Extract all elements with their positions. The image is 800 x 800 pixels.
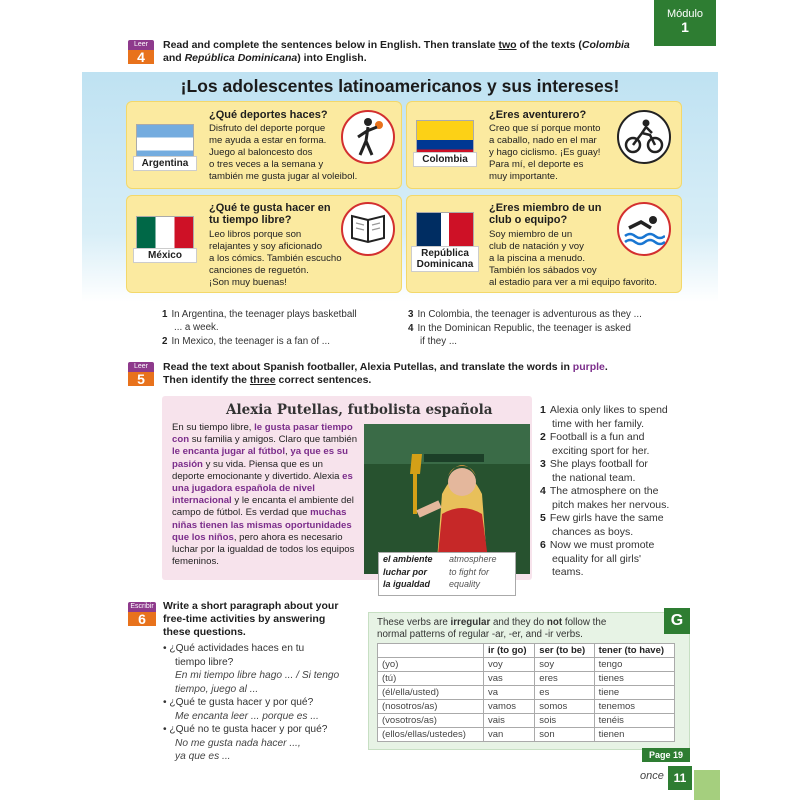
article-title: Alexia Putellas, futbolista española	[226, 402, 493, 418]
statements-list	[540, 404, 710, 580]
card-text: Creo que sí porque monto a caballo, nado en el mar y hago ciclismo. ¡Es guay! Para mí, el deporte es muy importante.	[489, 123, 601, 182]
table-row: (nosotros/as) vamos somos tenemos	[378, 700, 675, 714]
conjugation-table	[377, 643, 675, 742]
statement-6: 6 Now we must promote equality for all girls' teams.	[540, 539, 655, 578]
exercise-5-badge	[128, 362, 154, 386]
question-1: 1 In Argentina, the teenager plays basketball ... a week.	[162, 309, 357, 333]
prompt-2: • ¿Qué te gusta hacer y por qué? Me encanta leer ... porque es ...	[163, 697, 319, 722]
table-row: (él/ella/usted) va es tiene	[378, 686, 675, 700]
card-title: ¿Qué te gusta hacer en tu tiempo libre?	[209, 202, 331, 226]
module-number: 1	[681, 19, 689, 35]
country-label: República Dominicana	[411, 246, 479, 272]
module-tab	[654, 0, 716, 46]
card-title: ¿Qué deportes haces?	[209, 109, 328, 121]
statement-4: 4 The atmosphere on the pitch makes her nervous.	[540, 485, 670, 511]
module-label: Módulo	[666, 8, 704, 20]
article-headline: ¡Los adolescentes latinoamericanos y sus intereses!	[180, 76, 620, 96]
article-text	[172, 422, 358, 568]
question-3: 3 In Colombia, the teenager is adventurous as they ...	[408, 309, 642, 320]
exercise-4-instruction: Read and complete the sentences below in English. Then translate two of the texts (Colombia and República Dominicana) into English.	[163, 39, 630, 64]
country-label: Argentina	[133, 156, 197, 171]
swimmer-icon	[617, 202, 671, 256]
text-segment: , pero ahora es necesario luchar por la igualdad de todos los equipos femeninos.	[172, 531, 355, 568]
statement-1: 1 Alexia only likes to spend time with her family.	[540, 404, 668, 430]
question-4: 4 In the Dominican Republic, the teenager is asked if they ...	[408, 323, 631, 347]
text-segment: y le encanta el ambiente del campo de fútbol. Es verdad que	[172, 495, 354, 519]
card-dominican-republic	[406, 195, 682, 293]
card-argentina	[126, 101, 402, 189]
writing-prompts	[163, 642, 363, 764]
exercise-number: 5	[128, 372, 154, 386]
statement-2: 2 Football is a fun and exciting sport for her.	[540, 431, 650, 457]
grammar-box	[368, 612, 690, 750]
exercise-number: 4	[128, 50, 154, 64]
text-segment: su familia y amigos. Claro que también	[189, 434, 358, 446]
exercise-tag: Escribir	[130, 603, 154, 610]
card-text: Soy miembro de un club de natación y voy a la piscina a menudo. También los sábados voy al estadio para ver a mi equipo favorito.	[489, 229, 657, 288]
glossary-box: el ambiente atmosphere luchar por to fight for la igualdad equality	[378, 552, 516, 596]
highlighted-phrase: le encanta jugar al fútbol	[172, 446, 286, 458]
page-number: 11	[668, 766, 692, 790]
text-segment: En su tiempo libre,	[172, 422, 255, 433]
statement-3: 3 She plays football for the national team.	[540, 458, 648, 484]
page-edge-strip	[694, 770, 720, 800]
card-text: Disfruto del deporte porque me ayuda a estar en forma. Juego al baloncesto dos o tres veces a la semana y también me gusta jugar al voleibol.	[209, 123, 358, 182]
highlighted-phrase: le gusta pasar tiempo con	[172, 422, 353, 446]
card-title: ¿Eres aventurero?	[489, 109, 587, 121]
statement-5: 5 Few girls have the same chances as boys.	[540, 512, 664, 538]
card-mexico	[126, 195, 402, 293]
exercise-4-badge	[128, 40, 154, 64]
table-row: (yo) voy soy tengo	[378, 658, 675, 672]
page-word: once	[640, 770, 664, 782]
open-book-icon	[341, 202, 395, 256]
table-header-row: ir (to go) ser (to be) tener (to have)	[378, 644, 675, 658]
country-label: Colombia	[413, 152, 477, 167]
text-segment: ,	[285, 446, 291, 458]
prompt-3: • ¿Qué no te gusta hacer y por qué? No me gusta nada hacer ..., ya que es ...	[163, 724, 328, 762]
country-label: México	[133, 248, 197, 263]
basketball-player-icon	[341, 110, 395, 164]
highlighted-phrase: es una jugadora española de nivel internacional	[172, 470, 353, 507]
question-2: 2 In Mexico, the teenager is a fan of ...	[162, 336, 330, 347]
exercise-tag: Leer	[133, 363, 148, 370]
exercise-tag: Leer	[133, 41, 148, 48]
grammar-tab[interactable]: G	[664, 608, 690, 634]
exercise-number: 6	[128, 612, 156, 626]
card-text: Leo libros porque son relajantes y soy aficionado a los cómics. También escucho canciones de reguetón. ¡Son muy buenas!	[209, 229, 342, 288]
exercise-6-badge	[128, 602, 156, 626]
grammar-intro: These verbs are irregular and they do not follow the normal patterns of regular -ar, -er, and -ir verbs.	[377, 617, 607, 640]
exercise-5-instruction: Read the text about Spanish footballer, Alexia Putellas, and translate the words in purple. Then identify the three correct sentences.	[163, 361, 608, 386]
table-row: (vosotros/as) vais sois tenéis	[378, 714, 675, 728]
highlighted-phrase: ya que es su pasión	[172, 446, 348, 470]
prompt-1: • ¿Qué actividades haces en tu tiempo libre? En mi tiempo libre hago ... / Si tengo tiempo, juego al ...	[163, 643, 340, 695]
exercise-6-instruction: Write a short paragraph about your free-time activities by answering these questions.	[163, 600, 339, 638]
highlighted-phrase: muchas niñas tienen las mismas oportunidades que los niños	[172, 507, 352, 543]
card-title: ¿Eres miembro de un club o equipo?	[489, 202, 602, 226]
cyclist-icon	[617, 110, 671, 164]
grammar-page-link[interactable]: Page 19	[642, 748, 690, 762]
table-row: (tú) vas eres tienes	[378, 672, 675, 686]
table-row: (ellos/ellas/ustedes) van son tienen	[378, 728, 675, 742]
text-segment: y su vida. Piensa que es un deporte emocionante y divertido. Alexia	[172, 458, 343, 482]
card-colombia	[406, 101, 682, 189]
